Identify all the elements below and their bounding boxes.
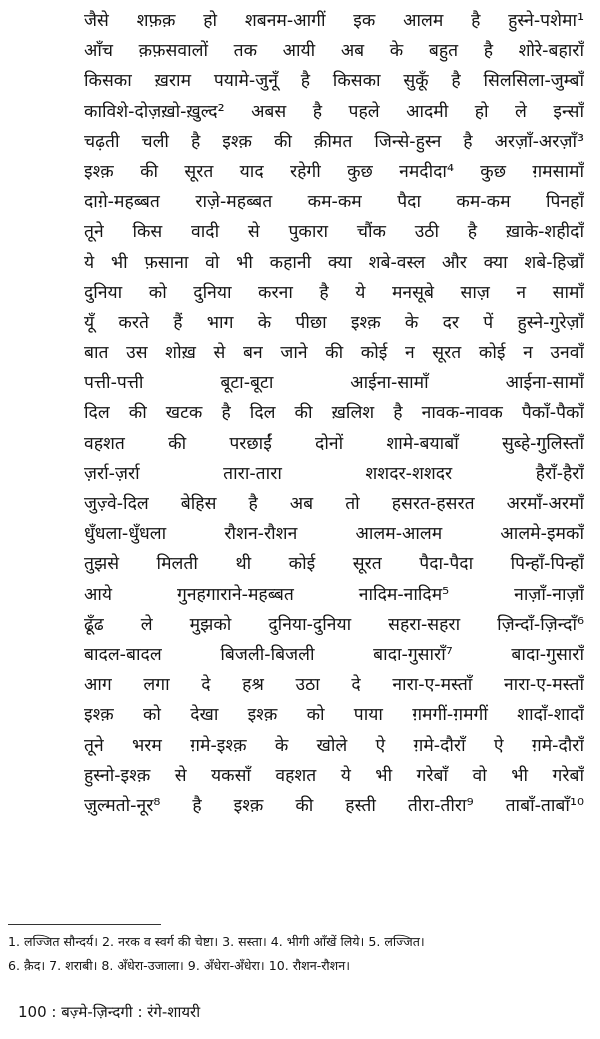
verse-line: आँच क़फ़सवालों तक आयी अब के बहुत है शोरे-बहाराँ [84,41,584,62]
verse-line: ज़ुल्मतो-नूर⁸ है इश्क़ की हस्ती तीरा-तीरा⁹ ताबाँ-ताबाँ¹⁰ [84,795,584,816]
verse-line: वहशत की परछाईं दोनों शामे-बयाबाँ सुब्हे-गुलिस्ताँ [84,433,584,454]
verse-line: ज़र्रा-ज़र्रा तारा-तारा शशदर-शशदर हैराँ-हैराँ [84,463,584,484]
verse-line: आग लगा दे हश्र उठा दे नारा-ए-मस्ताँ नारा-ए-मस्ताँ [84,675,584,696]
footnote-line: 1. लज्जित सौन्दर्य। 2. नरक व स्वर्ग की चेष्टा। 3. सस्ता। 4. भीगी आँखें लिये। 5. लज्जित। [8,934,425,949]
verse-line: दिल की खटक है दिल की ख़लिश है नावक-नावक पैकाँ-पैकाँ [84,403,584,424]
verse-line: किसका ख़राम पयामे-जुनूँ है किसका सुकूँ है सिलसिला-जुम्बाँ [84,71,584,92]
verse-line: आये गुनहगाराने-महब्बत नादिम-नादिम⁵ नाज़ाँ-नाज़ाँ [84,584,584,605]
verse-line: चढ़ती चली है इश्क़ की क़ीमत जिन्से-हुस्न है अरज़ाँ-अरज़ाँ³ [84,131,584,152]
verse-line: दाग़े-महब्बत राज़े-महब्बत कम-कम पैदा कम-कम पिनहाँ [84,192,584,213]
verse-line: पत्ती-पत्ती बूटा-बूटा आईना-सामाँ आईना-सामाँ [84,373,584,394]
verse-line: इश्क़ को देखा इश्क़ को पाया ग़मगीं-ग़मगीं शादाँ-शादाँ [84,705,584,726]
verse-line: इश्क़ की सूरत याद रहेगी कुछ नमदीदा⁴ कुछ ग़मसामाँ [84,161,584,182]
verse-line: बात उस शोख़ से बन जाने की कोई न सूरत कोई न उनवाँ [84,343,584,364]
verse-line: तूने किस वादी से पुकारा चौंक उठी है ख़ाके-शहीदाँ [84,222,584,243]
verse-line: हुस्नो-इश्क़ से यकसाँ वहशत ये भी गरेबाँ वो भी गरेबाँ [84,765,584,786]
verse-line: काविशे-दोज़ख़ो-ख़ुल्द² अबस है पहले आदमी हो ले इन्साँ [84,101,584,122]
ghazal-verses [84,6,584,821]
verse-line: तूने भरम ग़मे-इश्क़ के खोले ऐ ग़मे-दौराँ ऐ ग़मे-दौराँ [84,735,584,756]
verse-line: यूँ करते हैं भाग के पीछा इश्क़ के दर पें हुस्ने-गुरेज़ाँ [84,312,584,333]
footnote-line: 6. क़ैद। 7. शराबी। 8. अँधेरा-उजाला। 9. अँधेरा-अँधेरा। 10. रौशन-रौशन। [8,958,350,973]
verse-line: धुँधला-धुँधला रौशन-रौशन आलम-आलम आलमे-इमकाँ [84,524,584,545]
page-folio: 100 : बज़्मे-ज़िन्दगी : रंगे-शायरी [18,1003,201,1021]
verse-line: जैसे शफ़क़ हो शबनम-आगीं इक आलम है हुस्ने-पशेमा¹ [84,11,584,31]
verse-line: तुझसे मिलती थी कोई सूरत पैदा-पैदा पिन्हाँ-पिन्हाँ [84,554,584,575]
footnote-divider [8,924,161,925]
verse-line: ढूँढ ले मुझको दुनिया-दुनिया सहरा-सहरा ज़िन्दाँ-ज़िन्दाँ⁶ [84,614,584,635]
verse-line: बादल-बादल बिजली-बिजली बादा-गुसाराँ⁷ बादा-गुसाराँ [84,644,584,665]
verse-line: ये भी फ़साना वो भी कहानी क्या शबे-वस्ल और क्या शबे-हिज्राँ [84,252,584,273]
footnotes [8,930,593,978]
verse-line: दुनिया को दुनिया करना है ये मनसूबे साज़ न सामाँ [84,282,584,303]
verse-line: जुज़्वे-दिल बेहिस है अब तो हसरत-हसरत अरमाँ-अरमाँ [84,494,584,514]
